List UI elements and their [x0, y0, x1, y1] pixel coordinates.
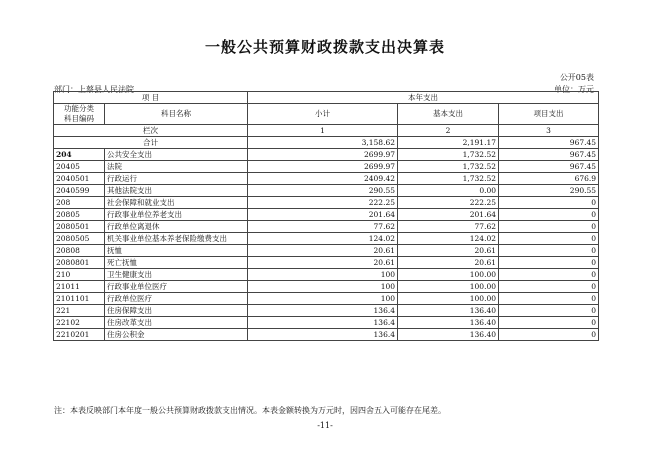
table-row — [54, 161, 599, 173]
row-project: 0 — [499, 209, 599, 221]
row-project: 967.45 — [499, 161, 599, 173]
table-row — [54, 209, 599, 221]
row-subtotal: 136.4 — [248, 329, 398, 341]
row-code: 210 — [54, 269, 105, 281]
row-basic: 0.00 — [398, 185, 499, 197]
row-subject-name: 住房保障支出 — [105, 305, 248, 317]
row-subtotal: 77.62 — [248, 221, 398, 233]
row-basic: 77.62 — [398, 221, 499, 233]
row-project: 0 — [499, 293, 599, 305]
total-subtotal: 3,158.62 — [248, 137, 398, 149]
row-project: 0 — [499, 233, 599, 245]
row-basic: 136.40 — [398, 317, 499, 329]
total-project: 967.45 — [499, 137, 599, 149]
row-basic: 136.40 — [398, 329, 499, 341]
row-subtotal: 136.4 — [248, 305, 398, 317]
row-subject-name: 死亡抚恤 — [105, 257, 248, 269]
row-subject-name: 其他法院支出 — [105, 185, 248, 197]
row-subject-name: 住房公积金 — [105, 329, 248, 341]
table-row — [54, 173, 599, 185]
header-row-1 — [54, 92, 599, 104]
header-item: 项 目 — [54, 92, 248, 104]
row-code: 2210201 — [54, 329, 105, 341]
row-code: 20808 — [54, 245, 105, 257]
col2-number: 2 — [398, 125, 499, 137]
row-basic: 100.00 — [398, 269, 499, 281]
row-code: 22102 — [54, 317, 105, 329]
row-subtotal: 100 — [248, 293, 398, 305]
row-subject-name: 法院 — [105, 161, 248, 173]
row-basic: 201.64 — [398, 209, 499, 221]
row-subject-name: 住房改革支出 — [105, 317, 248, 329]
row-subtotal: 290.55 — [248, 185, 398, 197]
total-basic: 2,191.17 — [398, 137, 499, 149]
row-project: 0 — [499, 317, 599, 329]
header-func-code — [54, 104, 105, 125]
table-row — [54, 221, 599, 233]
row-subject-name: 抚恤 — [105, 245, 248, 257]
table-row — [54, 317, 599, 329]
table-row — [54, 329, 599, 341]
table-row — [54, 293, 599, 305]
total-label: 合计 — [54, 137, 248, 149]
row-subject-name: 行政单位离退休 — [105, 221, 248, 233]
table-row — [54, 185, 599, 197]
row-code: 2080801 — [54, 257, 105, 269]
table-row — [54, 305, 599, 317]
row-subject-name: 行政事业单位养老支出 — [105, 209, 248, 221]
row-subject-name: 公共安全支出 — [105, 149, 248, 161]
table-row — [54, 197, 599, 209]
col3-number: 3 — [499, 125, 599, 137]
table-row — [54, 257, 599, 269]
row-basic: 1,732.52 — [398, 149, 499, 161]
row-project: 676.9 — [499, 173, 599, 185]
row-subject-name: 行政单位医疗 — [105, 293, 248, 305]
row-subject-name: 行政事业单位医疗 — [105, 281, 248, 293]
row-code: 2040501 — [54, 173, 105, 185]
row-basic: 20.61 — [398, 257, 499, 269]
row-code: 20805 — [54, 209, 105, 221]
row-project: 0 — [499, 197, 599, 209]
table-row — [54, 233, 599, 245]
row-code: 2101101 — [54, 293, 105, 305]
row-project: 0 — [499, 281, 599, 293]
row-code: 208 — [54, 197, 105, 209]
column-number-row — [54, 125, 599, 137]
row-subtotal: 2699.97 — [248, 149, 398, 161]
expenditure-table — [53, 91, 599, 341]
row-basic: 1,732.52 — [398, 173, 499, 185]
row-project: 967.45 — [499, 149, 599, 161]
row-subject-name: 社会保障和就业支出 — [105, 197, 248, 209]
row-subtotal: 20.61 — [248, 245, 398, 257]
page-title: 一般公共预算财政拨款支出决算表 — [204, 38, 445, 56]
department-label: 部门：上蔡县人民法院 — [54, 85, 134, 94]
row-code: 20405 — [54, 161, 105, 173]
row-basic: 136.40 — [398, 305, 499, 317]
row-subject-name: 机关事业单位基本养老保险缴费支出 — [105, 233, 248, 245]
row-project: 0 — [499, 257, 599, 269]
row-project: 290.55 — [499, 185, 599, 197]
header-current-year: 本年支出 — [248, 92, 599, 104]
row-code: 2080501 — [54, 221, 105, 233]
row-project: 0 — [499, 221, 599, 233]
row-code: 221 — [54, 305, 105, 317]
row-basic: 124.02 — [398, 233, 499, 245]
table-row — [54, 245, 599, 257]
row-project: 0 — [499, 305, 599, 317]
row-subtotal: 136.4 — [248, 317, 398, 329]
row-subtotal: 2699.97 — [248, 161, 398, 173]
page-number: -11- — [317, 421, 333, 430]
row-subtotal: 222.25 — [248, 197, 398, 209]
total-row — [54, 137, 599, 149]
row-project: 0 — [499, 329, 599, 341]
table-row — [54, 149, 599, 161]
row-project: 0 — [499, 245, 599, 257]
table-row — [54, 281, 599, 293]
row-subject-name: 卫生健康支出 — [105, 269, 248, 281]
header-subtotal: 小计 — [248, 104, 398, 125]
table-row — [54, 269, 599, 281]
row-basic: 100.00 — [398, 281, 499, 293]
row-subject-name: 行政运行 — [105, 173, 248, 185]
row-subtotal: 2409.42 — [248, 173, 398, 185]
row-basic: 20.61 — [398, 245, 499, 257]
unit-label: 单位：万元 — [554, 85, 594, 94]
row-code: 21011 — [54, 281, 105, 293]
row-project: 0 — [499, 269, 599, 281]
row-basic: 1,732.52 — [398, 161, 499, 173]
header-func-code-line2: 科目编码 — [64, 114, 94, 123]
row-subtotal: 124.02 — [248, 233, 398, 245]
row-subtotal: 201.64 — [248, 209, 398, 221]
header-func-code-line1: 功能分类 — [64, 104, 94, 113]
header-row-2 — [54, 104, 599, 125]
row-subtotal: 100 — [248, 269, 398, 281]
row-basic: 222.25 — [398, 197, 499, 209]
row-subtotal: 20.61 — [248, 257, 398, 269]
row-subtotal: 100 — [248, 281, 398, 293]
form-code: 公开05表 — [559, 73, 594, 82]
row-code: 2040599 — [54, 185, 105, 197]
header-subject-name: 科目名称 — [105, 104, 248, 125]
col1-number: 1 — [248, 125, 398, 137]
header-basic: 基本支出 — [398, 104, 499, 125]
column-label: 栏次 — [54, 125, 248, 137]
footnote: 注：本表反映部门本年度一般公共预算财政拨款支出情况。本表金额转换为万元时，因四舍五入可能存在尾差。 — [54, 406, 446, 415]
header-project: 项目支出 — [499, 104, 599, 125]
row-code: 204 — [54, 149, 105, 161]
row-basic: 100.00 — [398, 293, 499, 305]
row-code: 2080505 — [54, 233, 105, 245]
